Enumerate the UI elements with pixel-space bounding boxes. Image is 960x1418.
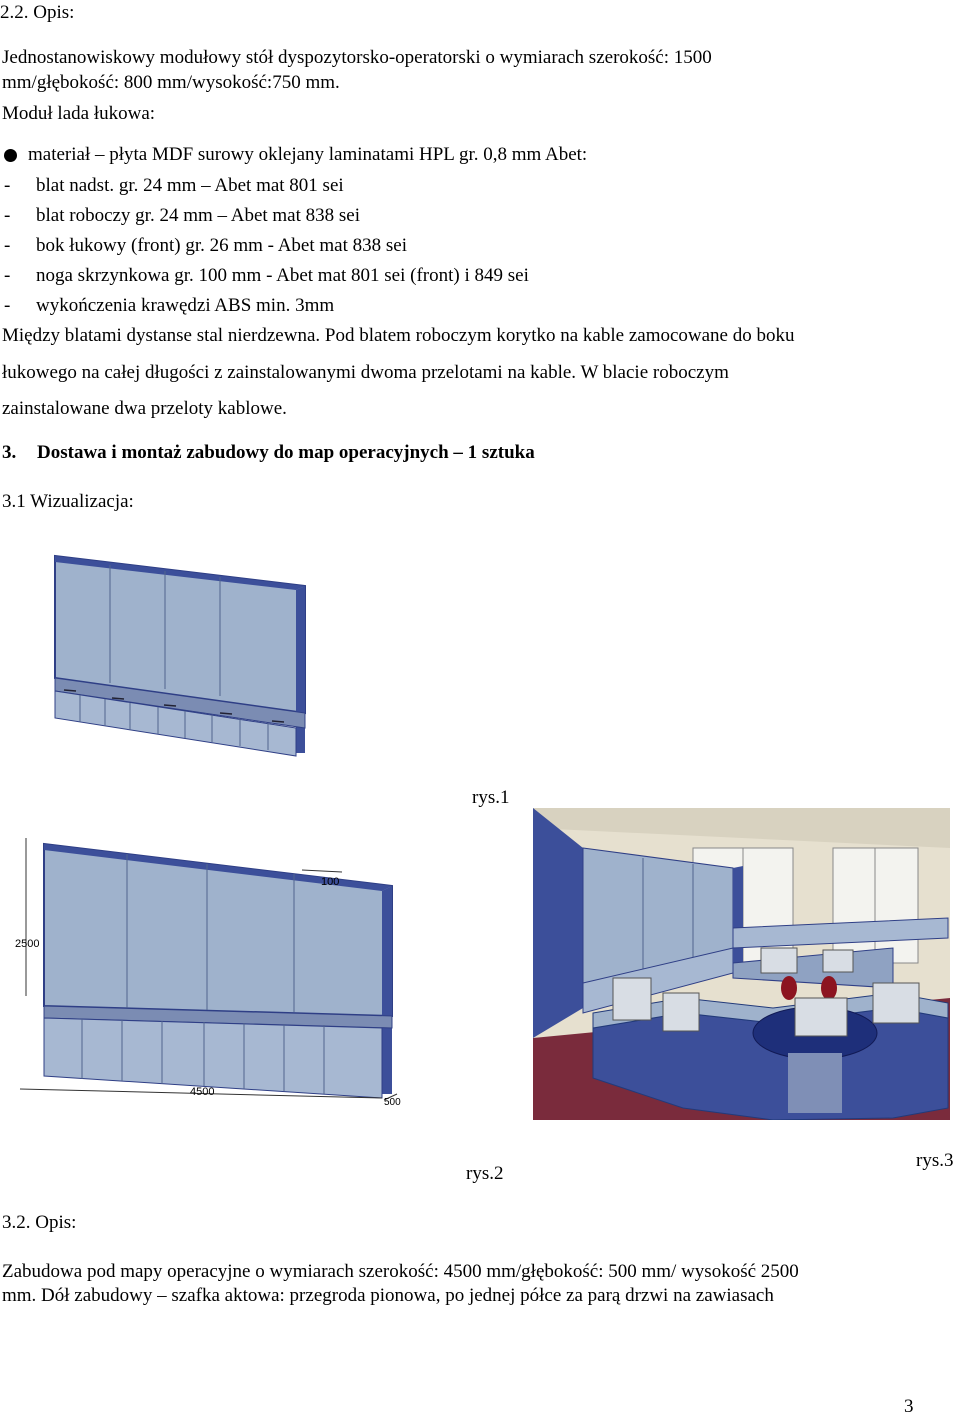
paragraph-line: Zabudowa pod mapy operacyjne o wymiarach szerokość: 4500 mm/głębokość: 500 mm/ wysokość 2500 [2, 1261, 799, 1282]
paragraph-line: mm. Dół zabudowy – szafka aktowa: przegroda pionowa, po jednej półce za parą drzwi na zawiasach [2, 1285, 774, 1306]
dimension-label: 2500 [15, 938, 40, 950]
desc-line: mm/głębokość: 800 mm/wysokość:750 mm. [2, 72, 340, 93]
material-item: materiał – płyta MDF surowy oklejany laminatami HPL gr. 0,8 mm Abet: [28, 144, 588, 165]
dash-marker: - [4, 295, 11, 316]
room-render-figure-3 [533, 808, 950, 1120]
figure-caption: rys.2 [466, 1163, 504, 1184]
section-heading: 2.2. Opis: [0, 2, 75, 23]
dimension-label: 100 [321, 876, 340, 888]
section-heading: 3.1 Wizualizacja: [2, 491, 134, 512]
section-heading: 3.2. Opis: [2, 1212, 77, 1233]
dimension-label: 500 [384, 1097, 401, 1108]
section-title: Dostawa i montaż zabudowy do map operacyjnych – 1 sztuka [37, 442, 535, 463]
dash-marker: - [4, 175, 11, 196]
figure-caption: rys.1 [472, 787, 510, 808]
dash-marker: - [4, 205, 11, 226]
cabinet-figure-2 [12, 836, 412, 1111]
section-number: 3. [2, 442, 17, 463]
paragraph-line: Między blatami dystanse stal nierdzewna. Pod blatem roboczym korytko na kable zamocowane do boku [2, 325, 795, 346]
bullet-icon [4, 149, 17, 162]
list-item: noga skrzynkowa gr. 100 mm - Abet mat 801 sei (front) i 849 sei [36, 265, 529, 286]
list-item: blat roboczy gr. 24 mm – Abet mat 838 sei [36, 205, 361, 226]
page-number: 3 [904, 1396, 914, 1417]
paragraph-line: zainstalowane dwa przeloty kablowe. [2, 398, 287, 419]
list-item: wykończenia krawędzi ABS min. 3mm [36, 295, 335, 316]
module-heading: Moduł lada łukowa: [2, 103, 156, 124]
list-item: bok łukowy (front) gr. 26 mm - Abet mat 838 sei [36, 235, 407, 256]
figure-caption: rys.3 [916, 1150, 954, 1171]
dimension-label: 4500 [190, 1086, 215, 1098]
dash-marker: - [4, 235, 11, 256]
dash-marker: - [4, 265, 11, 286]
paragraph-line: łukowego na całej długości z zainstalowanymi dwoma przelotami na kable. W blacie roboczym [2, 362, 729, 383]
cabinet-figure-1 [50, 553, 310, 758]
list-item: blat nadst. gr. 24 mm – Abet mat 801 sei [36, 175, 344, 196]
desc-line: Jednostanowiskowy modułowy stół dyspozytorsko-operatorski o wymiarach szerokość: 1500 [2, 47, 712, 68]
